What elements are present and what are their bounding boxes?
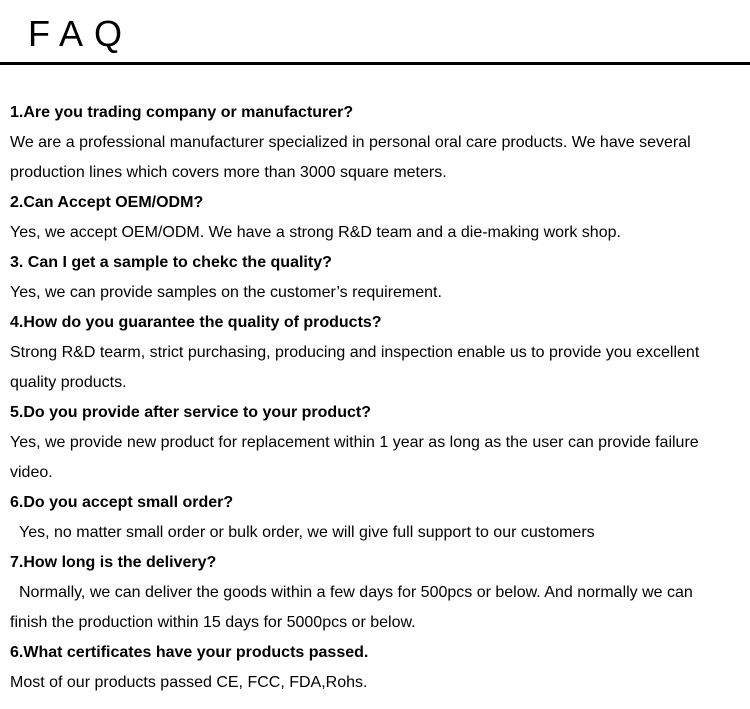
faq-item	[10, 398, 745, 488]
faq-item	[10, 98, 745, 188]
page-header	[0, 0, 750, 66]
faq-answer-line: We are a professional manufacturer specialized in personal oral care products. We have several	[10, 134, 691, 151]
faq-question: 1.Are you trading company or manufacturer?	[10, 104, 354, 121]
faq-answer-line: Yes, we accept OEM/ODM. We have a strong R&D team and a die-making work shop.	[10, 224, 621, 241]
faq-answer-line: finish the production within 15 days for 5000pcs or below.	[10, 614, 416, 631]
faq-item	[10, 548, 745, 638]
faq-question: 6.What certificates have your products passed.	[10, 644, 369, 661]
faq-answer-line: quality products.	[10, 374, 127, 391]
faq-question: 3. Can I get a sample to chekc the quality?	[10, 254, 332, 271]
faq-item	[10, 188, 745, 248]
faq-item	[10, 308, 745, 398]
faq-item	[10, 638, 745, 698]
faq-item	[10, 488, 745, 548]
faq-answer-line: Yes, no matter small order or bulk order, we will give full support to our customers	[19, 524, 595, 541]
faq-answer-line: production lines which covers more than 3000 square meters.	[10, 164, 447, 181]
faq-question: 4.How do you guarantee the quality of products?	[10, 314, 382, 331]
faq-answer-line: video.	[10, 464, 53, 481]
faq-question: 7.How long is the delivery?	[10, 554, 217, 571]
faq-answer-line: Yes, we provide new product for replacement within 1 year as long as the user can provide failure	[10, 434, 699, 451]
faq-answer-line: Strong R&D tearm, strict purchasing, producing and inspection enable us to provide you excellent	[10, 344, 700, 361]
faq-question: 2.Can Accept OEM/ODM?	[10, 194, 204, 211]
faq-answer-line: Most of our products passed CE, FCC, FDA,Rohs.	[10, 674, 368, 691]
page-title: FAQ	[28, 13, 134, 54]
header-divider	[0, 62, 750, 65]
faq-question: 5.Do you provide after service to your product?	[10, 404, 371, 421]
faq-question: 6.Do you accept small order?	[10, 494, 234, 511]
faq-answer-line: Yes, we can provide samples on the customer’s requirement.	[10, 284, 442, 301]
faq-answer-line: Normally, we can deliver the goods within a few days for 500pcs or below. And normally we can	[19, 584, 693, 601]
faq-list	[10, 98, 745, 698]
faq-item	[10, 248, 745, 308]
